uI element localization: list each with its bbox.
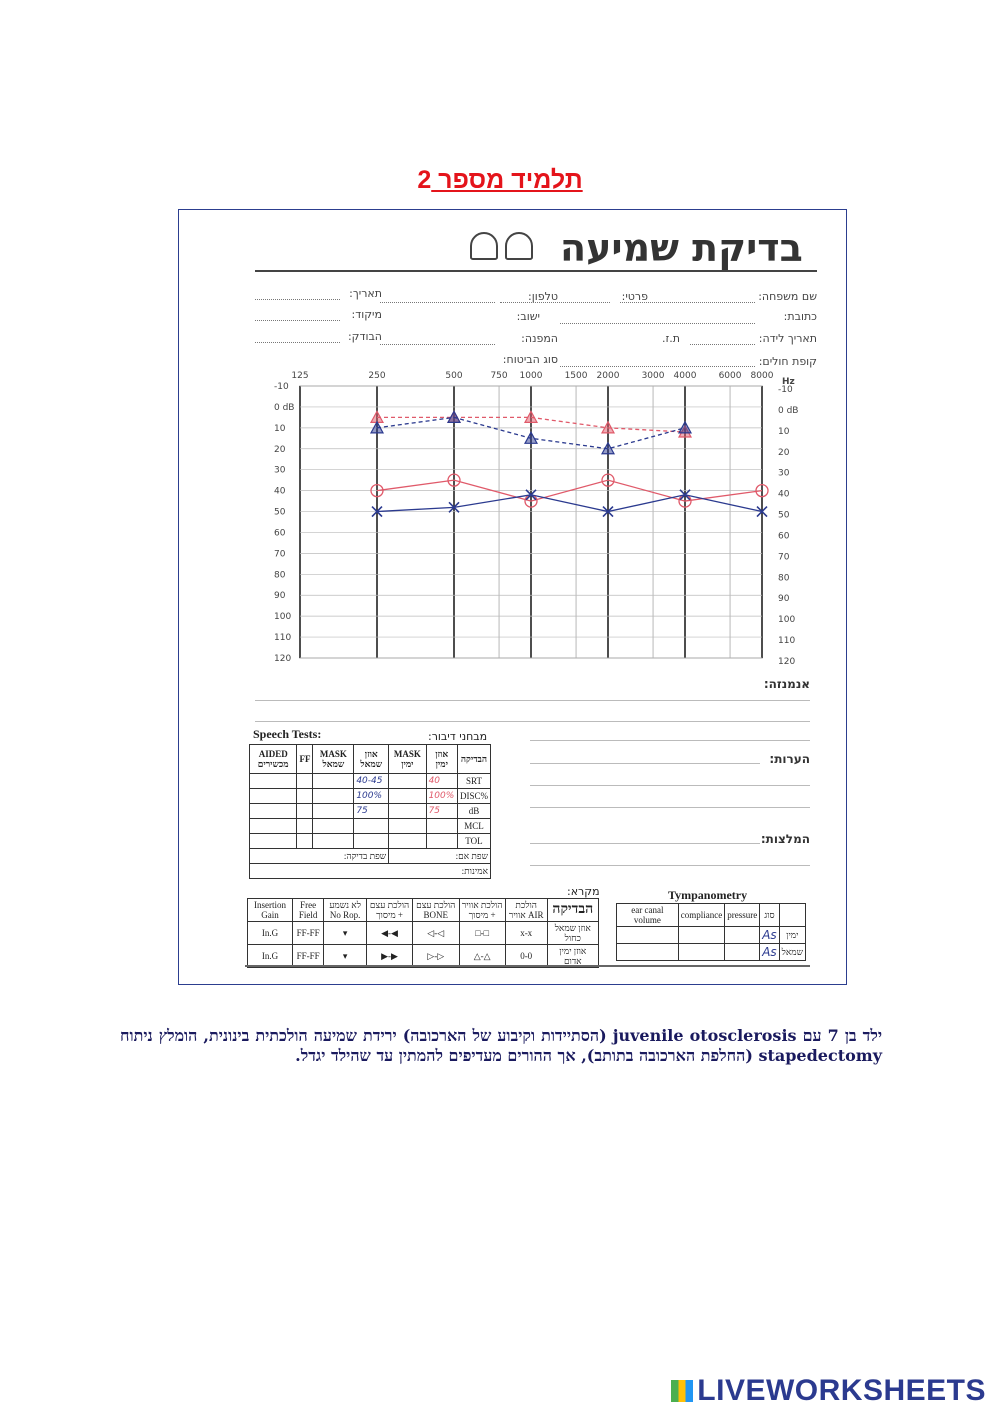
db-tick-label: 90 <box>274 591 286 602</box>
frequency-tick-label: 750 <box>490 371 508 381</box>
speech-right-value: 75 <box>426 804 457 819</box>
brand-logo <box>671 1374 986 1408</box>
field-city: ישוב: <box>516 310 540 323</box>
notes-line <box>530 865 810 866</box>
frequency-tick-label: 4000 <box>673 371 697 381</box>
series-line <box>377 495 762 512</box>
speech-header: FF <box>297 745 313 774</box>
clinic-logo-icon <box>505 232 533 260</box>
legend-table <box>247 898 599 968</box>
field-line <box>255 299 340 300</box>
db-tick-label: 80 <box>274 570 286 581</box>
speech-right-value: 100% <box>426 789 457 804</box>
legend-cell: □-□ <box>459 922 505 945</box>
frequency-tick-label: 6000 <box>718 371 742 381</box>
legend-cell: FF-FF <box>293 922 324 945</box>
db-tick-label: 60 <box>778 531 790 542</box>
speech-right-value <box>426 819 457 834</box>
field-line <box>560 323 755 324</box>
speech-test-name: MCL <box>457 819 490 834</box>
speech-tests-title-he: מבחני דיבור: <box>428 730 488 743</box>
legend-header: הולכת עצם + מיסוך <box>367 899 413 922</box>
frequency-tick-label: 250 <box>368 371 386 381</box>
tymp-header: סוג <box>760 904 779 927</box>
sheet-title: בדיקת שמיעה <box>560 226 803 270</box>
legend-cell: אוזן שמאל כחול <box>547 922 598 945</box>
notes-line <box>530 740 810 741</box>
frequency-labels <box>291 371 773 381</box>
speech-tests-table <box>249 744 491 879</box>
audiogram-series <box>371 411 768 516</box>
test-language-label: שפת בדיקה: <box>250 849 389 864</box>
field-line <box>255 342 340 343</box>
legend-cell: ▷-▷ <box>412 945 459 968</box>
legend-cell: ◀-◀ <box>367 922 413 945</box>
db-tick-label: 20 <box>778 447 790 458</box>
case-description: ילד בן 7 עם juvenile otosclerosis (הסתיידות וקיבוע של הארכובה) ירידת שמיעה הולכתית בינונית, הומלץ ניתוח stapedectomy (החלפת הארכובה בתותב), אך ההורים מעדיפים להמתין עד שהילד יגדל. <box>120 1026 883 1065</box>
reliability-label: אמינות: <box>250 864 491 879</box>
data-point-bone <box>525 432 537 443</box>
data-point-bone <box>679 422 691 433</box>
legend-cell: ▾ <box>324 945 367 968</box>
db-tick-label: 50 <box>778 510 790 521</box>
field-address: כתובת: <box>783 310 817 323</box>
tymp-header <box>779 904 805 927</box>
brand-icon <box>671 1380 693 1402</box>
tymp-header: ear canal volume <box>617 904 679 927</box>
db-tick-label: 0 dB <box>778 405 799 416</box>
frequency-tick-label: 500 <box>445 371 463 381</box>
clinic-logo-icon <box>470 232 498 260</box>
legend-cell: 0-0 <box>505 945 547 968</box>
frequency-tick-label: 1500 <box>564 371 588 381</box>
legend-cell: In.G <box>248 945 293 968</box>
notes-line <box>255 700 810 701</box>
tymp-header: compliance <box>678 904 724 927</box>
legend-cell: x-x <box>505 922 547 945</box>
db-labels <box>274 382 798 667</box>
speech-test-name: TOL <box>457 834 490 849</box>
frequency-tick-label: 125 <box>291 371 309 381</box>
legend-header: Insertion Gain <box>248 899 293 922</box>
notes-line <box>530 763 760 764</box>
audiogram-chart <box>250 368 810 668</box>
remarks-label: הערות: <box>769 752 810 766</box>
speech-test-name: dB <box>457 804 490 819</box>
field-examiner: הבודק: <box>347 330 382 343</box>
legend-cell: אוזן ימין אדום <box>547 945 598 968</box>
table-row <box>250 774 491 789</box>
speech-left-value: 100% <box>354 789 389 804</box>
legend-title: מקרא: <box>567 885 600 898</box>
field-id: ת.ז. <box>661 332 680 345</box>
speech-header: אוזן ימין <box>426 745 457 774</box>
speech-left-value: 75 <box>354 804 389 819</box>
field-first-name: פרטי: <box>621 290 648 303</box>
tymp-ear-label: ימין <box>779 927 805 944</box>
speech-header: אוזן שמאל <box>354 745 389 774</box>
db-tick-label: 40 <box>778 489 790 500</box>
field-birth-date: תאריך לידה: <box>758 332 817 345</box>
field-health-fund: קופת חולים: <box>758 355 817 368</box>
hz-label: Hz <box>782 377 795 387</box>
legend-header: Free Field <box>293 899 324 922</box>
db-tick-label: -10 <box>778 385 793 395</box>
field-date: תאריך: <box>349 287 382 300</box>
table-row <box>250 834 491 849</box>
legend-header: לא נשמע No Rop. <box>324 899 367 922</box>
frequency-tick-label: 8000 <box>750 371 774 381</box>
speech-right-value: 40 <box>426 774 457 789</box>
field-line <box>560 366 755 367</box>
speech-test-name: DISC% <box>457 789 490 804</box>
table-row <box>248 922 599 945</box>
speech-header: MASK ימין <box>389 745 426 774</box>
table-row <box>250 819 491 834</box>
anamnesis-label: אנמנזה: <box>763 677 810 691</box>
field-line <box>380 344 495 345</box>
legend-cell: ◁-◁ <box>412 922 459 945</box>
db-tick-label: 110 <box>778 636 796 647</box>
data-point-bone <box>371 422 383 433</box>
tympanometry-table <box>616 903 806 961</box>
table-row <box>617 927 806 944</box>
db-tick-label: 90 <box>778 594 790 605</box>
mother-tongue-label: שפת אם: <box>389 849 491 864</box>
speech-tests-title: Speech Tests: <box>253 727 322 741</box>
legend-cell: ▶-▶ <box>367 945 413 968</box>
speech-left-value <box>354 834 389 849</box>
frequency-tick-label: 2000 <box>596 371 620 381</box>
legend-cell: FF-FF <box>293 945 324 968</box>
db-tick-label: -10 <box>274 382 289 392</box>
db-tick-label: 30 <box>778 468 790 479</box>
recommendations-label: המלצות: <box>760 832 810 846</box>
field-insurance: סוג הביטוח: <box>502 353 558 366</box>
footer-rule <box>245 965 810 967</box>
tympanometry-title: Tympanometry <box>668 888 748 902</box>
speech-right-value <box>426 834 457 849</box>
db-tick-label: 80 <box>778 573 790 584</box>
field-line <box>690 344 755 345</box>
field-line <box>620 302 755 303</box>
legend-cell: △-△ <box>459 945 505 968</box>
db-tick-label: 70 <box>778 552 790 563</box>
table-row <box>617 944 806 961</box>
legend-header: הולכת אוויר AIR <box>505 899 547 922</box>
db-tick-label: 0 dB <box>274 402 295 413</box>
speech-left-value <box>354 819 389 834</box>
audiogram-grid <box>300 386 762 658</box>
db-tick-label: 50 <box>274 507 286 518</box>
db-tick-label: 120 <box>778 657 796 667</box>
db-tick-label: 110 <box>274 633 292 644</box>
notes-line <box>530 843 760 844</box>
notes-line <box>530 785 810 786</box>
field-line <box>380 302 495 303</box>
page-title <box>0 166 1000 195</box>
legend-header: הולכת אוויר + מיסוך <box>459 899 505 922</box>
field-referrer: המפנה: <box>521 332 558 345</box>
tymp-type: As <box>760 927 779 944</box>
legend-header: הולכת עצם BONE <box>412 899 459 922</box>
field-line <box>500 302 610 303</box>
db-tick-label: 30 <box>274 465 286 476</box>
db-tick-label: 100 <box>274 612 292 623</box>
page-title-text: תלמיד מספר <box>431 166 583 194</box>
db-tick-label: 10 <box>778 426 790 437</box>
legend-cell: ▾ <box>324 922 367 945</box>
header-rule <box>255 270 817 272</box>
db-tick-label: 10 <box>274 423 286 434</box>
db-tick-label: 20 <box>274 444 286 455</box>
frequency-tick-label: 3000 <box>641 371 665 381</box>
tymp-ear-label: שמאל <box>779 944 805 961</box>
notes-line <box>255 721 810 722</box>
field-zip: מיקוד: <box>351 308 382 321</box>
table-row <box>250 789 491 804</box>
legend-cell: In.G <box>248 922 293 945</box>
db-tick-label: 100 <box>778 615 796 626</box>
brand-name: LIVEWORKSHEETS <box>697 1374 986 1407</box>
speech-header: הבדיקה <box>457 745 490 774</box>
db-tick-label: 120 <box>274 654 292 664</box>
frequency-tick-label: 1000 <box>519 371 543 381</box>
field-line <box>255 320 340 321</box>
tymp-type: As <box>760 944 779 961</box>
table-row <box>250 804 491 819</box>
db-tick-label: 60 <box>274 528 286 539</box>
field-family-name: שם משפחה: <box>758 290 817 303</box>
student-number: 2 <box>417 166 432 194</box>
speech-header: MASK שמאל <box>313 745 354 774</box>
speech-header: AIDED מכשירים <box>250 745 297 774</box>
db-tick-label: 40 <box>274 486 286 497</box>
db-tick-label: 70 <box>274 549 286 560</box>
field-phone: טלפון: <box>528 290 558 303</box>
speech-left-value: 40-45 <box>354 774 389 789</box>
notes-line <box>530 807 810 808</box>
speech-test-name: SRT <box>457 774 490 789</box>
legend-header: הבדיקה <box>547 899 598 922</box>
tymp-header: pressure <box>725 904 760 927</box>
